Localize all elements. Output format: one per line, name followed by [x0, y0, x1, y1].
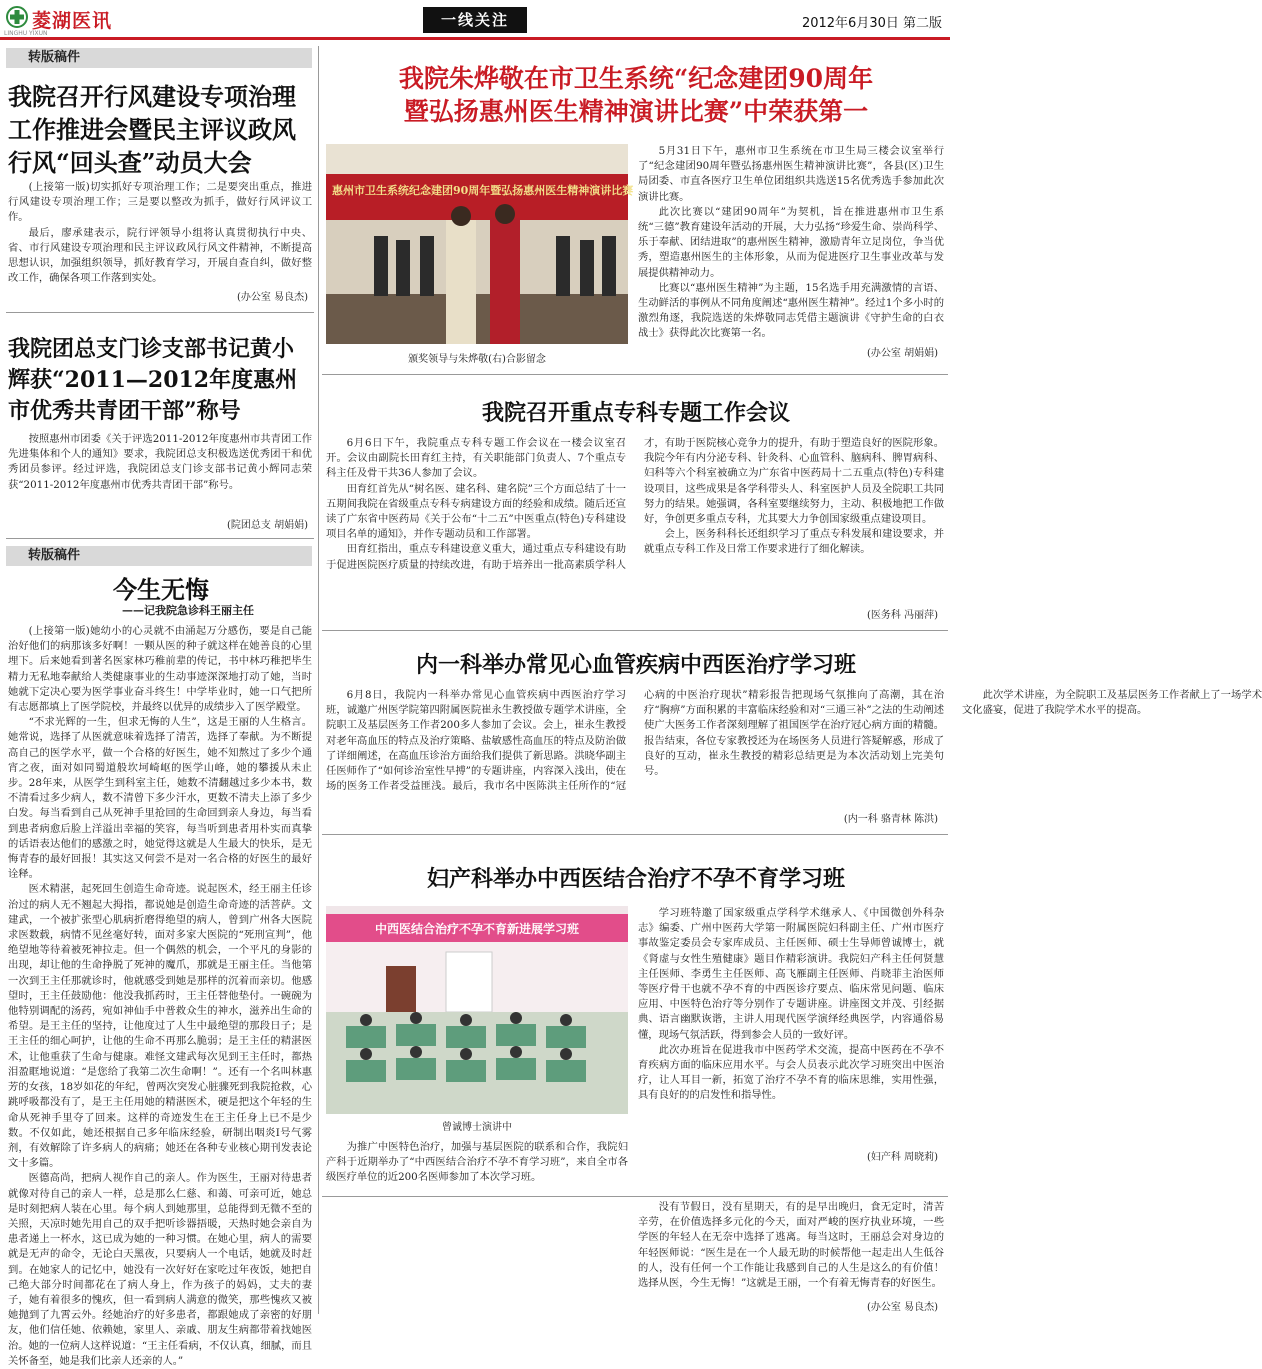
paragraph: 为推广中医特色治疗，加强与基层医院的联系和合作，我院妇产科于近期举办了“中西医结合治疗不孕不育学习班”，来自全市各级医疗单位的近200名医师参加了本次学习班。: [326, 1141, 628, 1184]
paragraph: 没有节假日，没有星期天，有的是早出晚归，食无定时，清苦辛劳，在价值选择多元化的今天，面对严峻的医疗执业环境，一些学医的年轻人在无奈中选择了逃离。每当这时，王丽总会对身边的年轻医师说：“医生是在一个人最无助的时候帮他一起走出人生低谷的人，没有任何一个工作能让我感到自己的人生是这么的有价值！选择从医，今生无悔！”这就是王丽，一个有着无悔青春的好医生。: [638, 1201, 944, 1290]
article-title: 我院团总支门诊支部书记黄小辉获“2011—2012年度惠州市优秀共青团干部”称号: [8, 336, 298, 424]
article-continuation: [638, 1200, 944, 1296]
article-title: [326, 62, 946, 128]
paragraph: “不求光辉的一生，但求无悔的人生”，这是王丽的人生格言。她常说，选择了从医就意味着选择了清苦，选择了奉献。为不断提高自己的医学水平，做一个合格的好医生，她不知熬过了多少个通宵之夜，面对如同蜀道般坎坷崎岖的医学山峰，她的攀援从未止步。28年来，从医学生到科室主任，她数不清翻越过多少本书，数不清看过多少病人，数不清曾下多少汗水，更数不清夫上添了多少白发。每当看到自己从死神手里抢回的生命回到亲人身边，每当看到患者病愈后脸上洋溢出幸福的笑容，每当听到患者用朴实而真挚的话语表达他们的感激之时，她觉得这就是人生最大的快乐，是无悔青春的最好回报！其实这又何尝不是对一名合格的好医生的最好诠释。: [8, 716, 312, 881]
issue-date: 2012年6月30日 第二版: [801, 16, 942, 31]
newspaper-logo-sub: LINGHU YIXUN: [4, 30, 48, 37]
article-title: 内一科举办常见心血管疾病中西医治疗学习班: [415, 652, 856, 678]
photo-banner-text: 中西医结合治疗不孕不育新进展学习班: [374, 922, 579, 936]
article-body: [638, 906, 944, 1146]
paragraph: 6月8日，我院内一科举办常见心血管疾病中西医治疗学习班，诚邀广州医学院第四附属医院崔永生教授做专题学术讲座，全院职工及基层医务工作者200多人参加了会议。会上，崔永生教授对老年高血压的特点及治疗策略、盐敏感性高血压的特点及防治做了详细阐述，在高血压诊治方面给我们提供了新思路。洪晓华副主任医师作了“如何诊治室性早搏”的专题讲座，内容深入浅出，使在场的医务工作者受益匪浅。最后，我市名中医陈洪主任所作的“冠心病的中医治疗现状”精彩报告把现场气氛推向了高潮，其在治疗“胸痹”方面积累的丰富临床经验和对“三通三补”之法的生动阐述使广大医务工作者深刻理解了祖国医学在治疗冠心病方面的精髓。报告结束，各位专家教授还为在场医务人员进行答疑解惑，形成了良好的互动，崔永生教授的精彩总结更是为本次活动划上完美句号。: [326, 689, 944, 793]
photo-banner-text: 惠州市卫生系统纪念建团90周年暨弘扬惠州医生精神演讲比赛: [332, 184, 634, 197]
lecture-photo: [326, 906, 628, 1114]
paragraph: 比赛以“惠州医生精神”为主题，15名选手用充满激情的言语、生动鲜活的事例从不同角度阐述“惠州医生精神”。经过1个多小时的激烈角逐，我院选送的朱烨敬同志凭借主题演讲《守护生命的白衣战士》获得此次比赛第一名。: [638, 281, 944, 340]
byline: (办公室 胡娟娟): [867, 348, 938, 359]
article-subtitle: ——记我院急诊科王丽主任: [122, 604, 254, 617]
photo-caption: 曾诚博士演讲中: [442, 1122, 512, 1133]
paragraph: 此次比赛以“建团90周年”为契机，旨在推进惠州市卫生系统“三德”教育建设年活动的开展，大力弘扬“珍爱生命、崇尚科学、乐于奉献、团结进取”的惠州医生精神，激励青年立足岗位，争当优秀，塑造惠州医生的主体形象，从而为促进医疗卫生事业改革与发展提供精神动力。: [638, 205, 944, 279]
article-title: 妇产科举办中西医结合治疗不孕不育学习班: [426, 866, 845, 892]
hospital-cross-logo-icon: [6, 6, 28, 28]
divider: [322, 834, 948, 835]
award-photo: [326, 144, 634, 344]
article-tag: 转版稿件: [6, 546, 312, 566]
article-title: 今生无悔: [113, 575, 209, 604]
paragraph: 医德高尚，把病人视作自己的亲人。作为医生，王丽对待患者就像对待自己的亲人一样，总是那么仁慈、和蔼、可亲可近，她总是时刻把病人装在心里。每个病人到她那里，总能得到无微不至的关照，天凉时她先用自己的双手把听诊器捂暖，天热时她会亲自为患者递上一杯水，这已成为她的一种习惯。在她心里，病人的需要就是无声的命令，无论白天黑夜，只要病人一个电话，她就及时赶到。在她家人的记忆中，她没有一次好好在家吃过年夜饭，她把自己绝大部分时间都花在了病人身上，作为孩子的妈妈，丈夫的妻子，她有着很多的愧疚，但一看到病人满意的微笑，那些愧疚又被她抛到了九霄云外。经她治疗的好多患者，都跟她成了亲密的好朋友，他们信任她、依赖她，家里人、亲戚、朋友生病都带着找她医治。她的一位病人这样说道：“王主任看病，不仅认真，细腻，而且关怀备至，她是我们比亲人还亲的人。”: [8, 1172, 312, 1367]
article-body: [8, 624, 312, 1367]
newspaper-logo: 菱湖医讯: [32, 10, 113, 32]
article-body: [326, 436, 944, 598]
byline: (院团总支 胡娟娟): [227, 520, 308, 531]
column-divider: [318, 46, 319, 1314]
article-body: [8, 432, 312, 510]
paragraph: (上接第一版)切实抓好专项治理工作；二是要突出重点，推进行风建设专项治理工作；三是要以整改为抓手，做好行风评议工作。: [8, 181, 312, 224]
article-body: [326, 688, 1262, 806]
paragraph: 田育红指出，重点专科建设意义重大，通过重点专科建设有助于促进医院医疗质量的持续改进，有助于培养出一批高素质学科人才，有助于医院核心竞争力的提升，有助于塑造良好的医院形象。我院今年有内分泌专科、针灸科、心血管科、脑病科、脾胃病科、妇科等六个科室被确立为广东省中医药局十二五重点(特色)专科建设项目，这些成果是各学科带头人、科室医护人员及全院职工共同努力的结果。她强调，各科室要继续努力，主动、积极地把工作做好，争创更多重点专科，尤其要大力争创国家级重点建设项目。: [326, 437, 944, 571]
divider: [322, 374, 948, 375]
divider: [6, 538, 314, 539]
article-title: 我院召开行风建设专项治理工作推进会暨民主评议政风行风“回头查”动员大会: [8, 82, 296, 177]
byline: (妇产科 周晓莉): [867, 1152, 938, 1163]
masthead: [0, 0, 950, 40]
lecture-photo-image: [326, 906, 628, 1114]
award-photo-image: [326, 144, 634, 344]
article-body: [8, 180, 312, 300]
paragraph: 5月31日下午，惠州市卫生系统在市卫生局三楼会议室举行了“纪念建团90周年暨弘扬惠州医生精神演讲比赛”，各县(区)卫生局团委、市直各医疗卫生单位团组织共选送15名优秀选手参加此次演讲比赛。: [638, 145, 944, 203]
paragraph: 田育红首先从“树名医、建名科、建名院”三个方面总结了十一五期间我院在省级重点专科专病建设方面的经验和成绩。随后还宣读了广东省中医药局《关于公布“十二五”中医重点(特色)专科建设项目名单的通知》，并作专题动员和工作部署。: [326, 482, 626, 541]
divider: [322, 630, 948, 631]
section-banner: 一线关注: [423, 7, 527, 33]
byline: (内一科 骆青林 陈洪): [843, 814, 938, 825]
article-body: [638, 144, 944, 340]
article-title: 我院召开重点专科专题工作会议: [481, 400, 790, 426]
paragraph: 医术精湛，起死回生创造生命奇迹。说起医术，经王丽主任诊治过的病人无不翘起大拇指，都说她是创造生命奇迹的活菩萨。文建武，一个被扩张型心肌病折磨得绝望的病人，曾到广州各大医院求医数载，病情不见丝毫好转，面对多家大医院的“死刑宣判”，他绝望地等待着被死神拉走。但一个偶然的机会，一个平凡的身影的出现，却让他的生命挣脱了死神的魔爪，那就是王丽主任。当他第一次到王主任那就诊时，他就感受到她是那样的沉着而亲切。他感望时，王主任鼓励他：他没我抓药时，王主任替他垫付。一碗碗为他特别调配的汤药，宛如神仙手中普救众生的神水，滋养出生命的希望。是王主任的坚持，让他度过了人生中最绝望的那段日子；是王主任的细心呵护，让他的生命不再那么脆弱；是王主任的精湛医术，让他重获了生命与健康。难怪文建武每次见到王主任时，都热泪盈眶地说道：“是您给了我第二次生命啊！”。还有一个名叫林惠芳的女孩，18岁如花的年纪，曾两次突发心脏骤死到我院抢救，心跳呼吸都没有了，是王主任用她的精湛医术，硬是把这个年轻的生命从死神手里夺了回来。这样的奇迹发生在王主任身上已不是少数。不仅如此，她还根据自己多年临床经验，研制出咽炎Ⅰ号气雾剂，有效解除了许多病人的病痛；她还在各种专业核心期刊发表论文十多篇。: [8, 883, 312, 1170]
byline: (医务科 冯丽萍): [867, 610, 938, 621]
paragraph: 会上，医务科科长还组织学习了重点专科发展和建设要求，并就重点专科工作及日常工作要求进行了细化解读。: [644, 528, 944, 556]
paragraph: 学习班特邀了国家级重点学科学术继承人、《中国微创外科杂志》编委、广州中医药大学第一附属医院妇科副主任、广州市医疗事故鉴定委员会专家库成员、主任医师、硕士生导师曾诚博士，就《肾虚与女性生殖健康》题目作精彩演讲。我院妇产科主任何贤慧主任医师、李勇生主任医师、高飞雁副主任医师、肖晓菲主治医师等医疗骨干也就不孕不育的中西医诊疗要点、临床常见问题、临床应用、中医特色治疗等分别作了专题讲座。讲座图文并茂、引经据典、语言幽默诙谐，主讲人用现代医学演绎经典医学，内容通俗易懂，现场气氛活跃，得到参会人员的一致好评。: [638, 907, 944, 1041]
divider: [322, 1196, 948, 1197]
article-lead: [326, 1140, 628, 1188]
title-line: 我院朱烨敬在市卫生系统“纪念建团90周年: [398, 64, 874, 93]
paragraph: 按照惠州市团委《关于评选2011-2012年度惠州市共青团工作先进集体和个人的通知》要求，我院团总支积极选送优秀团干和优秀团员参评。经过评选，我院团总支门诊支部书记黄小辉同志荣获“2011-2012年度惠州市优秀共青团干部”称号。: [8, 433, 312, 491]
byline: (办公室 易良杰): [867, 1302, 938, 1313]
paragraph: 此次学术讲座，为全院职工及基层医务工作者献上了一场学术文化盛宴，促进了我院学术水平的提高。: [962, 689, 1262, 717]
paragraph: 最后，廖承建表示，院行评领导小组将认真贯彻执行中央、省、市行风建设专项治理和民主评议政风行风文件精神，不断提高思想认识，加强组织领导，抓好教育学习，开展自查自纠，做好整改工作，确保各项工作落到实处。: [8, 226, 312, 285]
divider: [6, 312, 314, 313]
paragraph: (上接第一版)她幼小的心灵就不由涌起万分感伤，要是自己能治好他们的病那该多好啊！一颗从医的种子就这样在她善良的心里埋下。后来她看到著名医家林巧稚前辈的传记，书中林巧稚把毕生精力无私地奉献给人类健康事业的生动事迹深深地打动了她，当时她就下定决心要为医学事业奋斗终生！中学毕业时，她一口气把所有志愿都填上了医学院校，并最终以优异的成绩步入了医学殿堂。: [8, 625, 312, 714]
paragraph: 6月6日下午，我院重点专科专题工作会议在一楼会议室召开。会议由副院长田育红主持，有关职能部门负责人、7个重点专科主任及骨干共36人参加了会议。: [326, 437, 626, 480]
article-tag: 转版稿件: [6, 48, 312, 68]
title-line: 暨弘扬惠州医生精神演讲比赛”中荣获第一: [403, 97, 869, 126]
byline: (办公室 易良杰): [237, 292, 308, 303]
paragraph: 此次办班旨在促进我市中医药学术交流，提高中医药在不孕不育疾病方面的临床应用水平。与会人员表示此次学习班突出中医治疗，让人耳目一新，拓宽了治疗不孕不育的临床思维，实用性强，具有良好的的启发性和指导性。: [638, 1043, 944, 1102]
photo-caption: 颁奖领导与朱烨敬(右)合影留念: [408, 354, 546, 365]
